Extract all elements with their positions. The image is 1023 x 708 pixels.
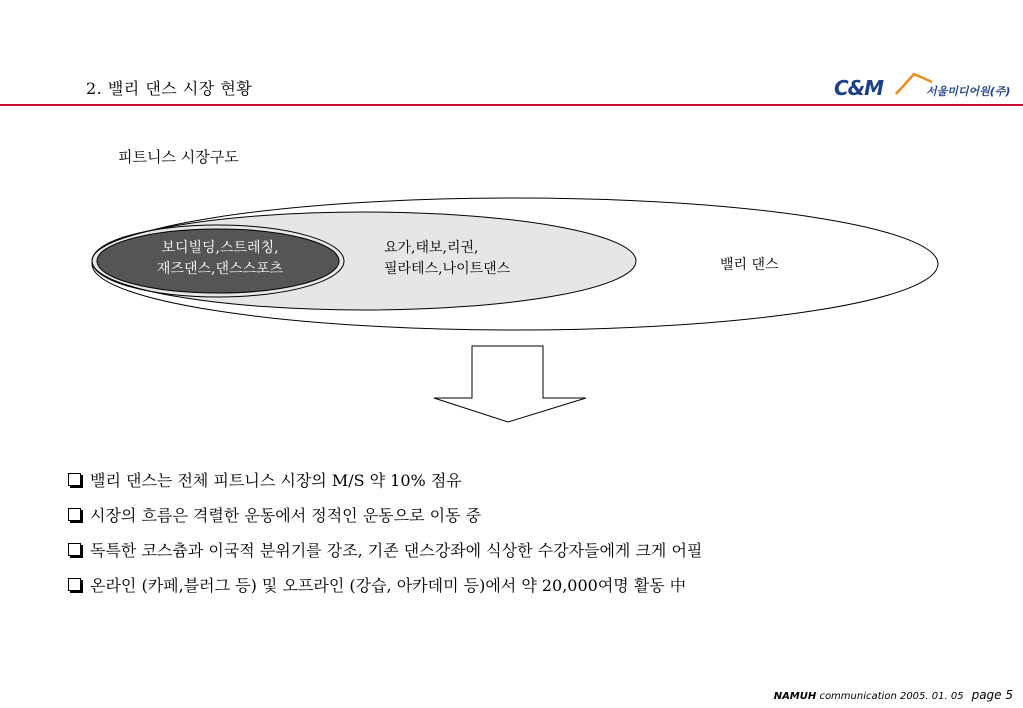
core-label-line-2: 재즈댄스,댄스스포츠 — [156, 261, 284, 277]
middle-segment-label — [384, 238, 574, 280]
page-title: 2. 밸리 댄스 시장 현황 — [86, 79, 253, 98]
middle-label-line-1: 요가,태보,리권, — [384, 240, 479, 256]
down-arrow-icon — [434, 346, 586, 422]
checkbox-bullet-icon — [68, 508, 81, 521]
footer-company: NAMUH — [773, 691, 817, 702]
logo-wordmark: C&M — [834, 76, 884, 100]
page-number: page 5 — [971, 688, 1013, 702]
bullet-item — [68, 567, 702, 602]
section-title: 피트니스 시장구도 — [118, 148, 239, 166]
bullet-text: 시장의 흐름은 격렬한 운동에서 정적인 운동으로 이동 중 — [90, 506, 482, 525]
bullet-text: 독특한 코스츔과 이국적 분위기를 강조, 기존 댄스강좌에 식상한 수강자들에게 크게 어필 — [90, 541, 703, 560]
bullet-text: 온라인 (카페,블러그 등) 및 오프라인 (강습, 아카데미 등)에서 약 20,000여명 활동 中 — [90, 576, 686, 595]
checkbox-bullet-icon — [68, 543, 81, 556]
bullet-item — [68, 462, 702, 497]
footer-info: communication 2005. 01. 05 — [816, 691, 964, 702]
footer — [774, 688, 1013, 702]
bullet-item — [68, 532, 702, 567]
bullet-text: 밸리 댄스는 전체 피트니스 시장의 M/S 약 10% 점유 — [90, 471, 462, 490]
logo-subtitle: 서울미디어원(주) — [926, 85, 1011, 98]
checkbox-bullet-icon — [68, 473, 81, 486]
outer-segment-label: 밸리 댄스 — [720, 257, 779, 273]
bullet-item — [68, 497, 702, 532]
core-label-line-1: 보디빌딩,스트레칭, — [161, 240, 279, 256]
bullet-list — [68, 462, 702, 602]
checkbox-bullet-icon — [68, 578, 81, 591]
middle-label-line-2: 필라테스,나이트댄스 — [384, 261, 511, 277]
core-segment-label — [110, 238, 330, 280]
